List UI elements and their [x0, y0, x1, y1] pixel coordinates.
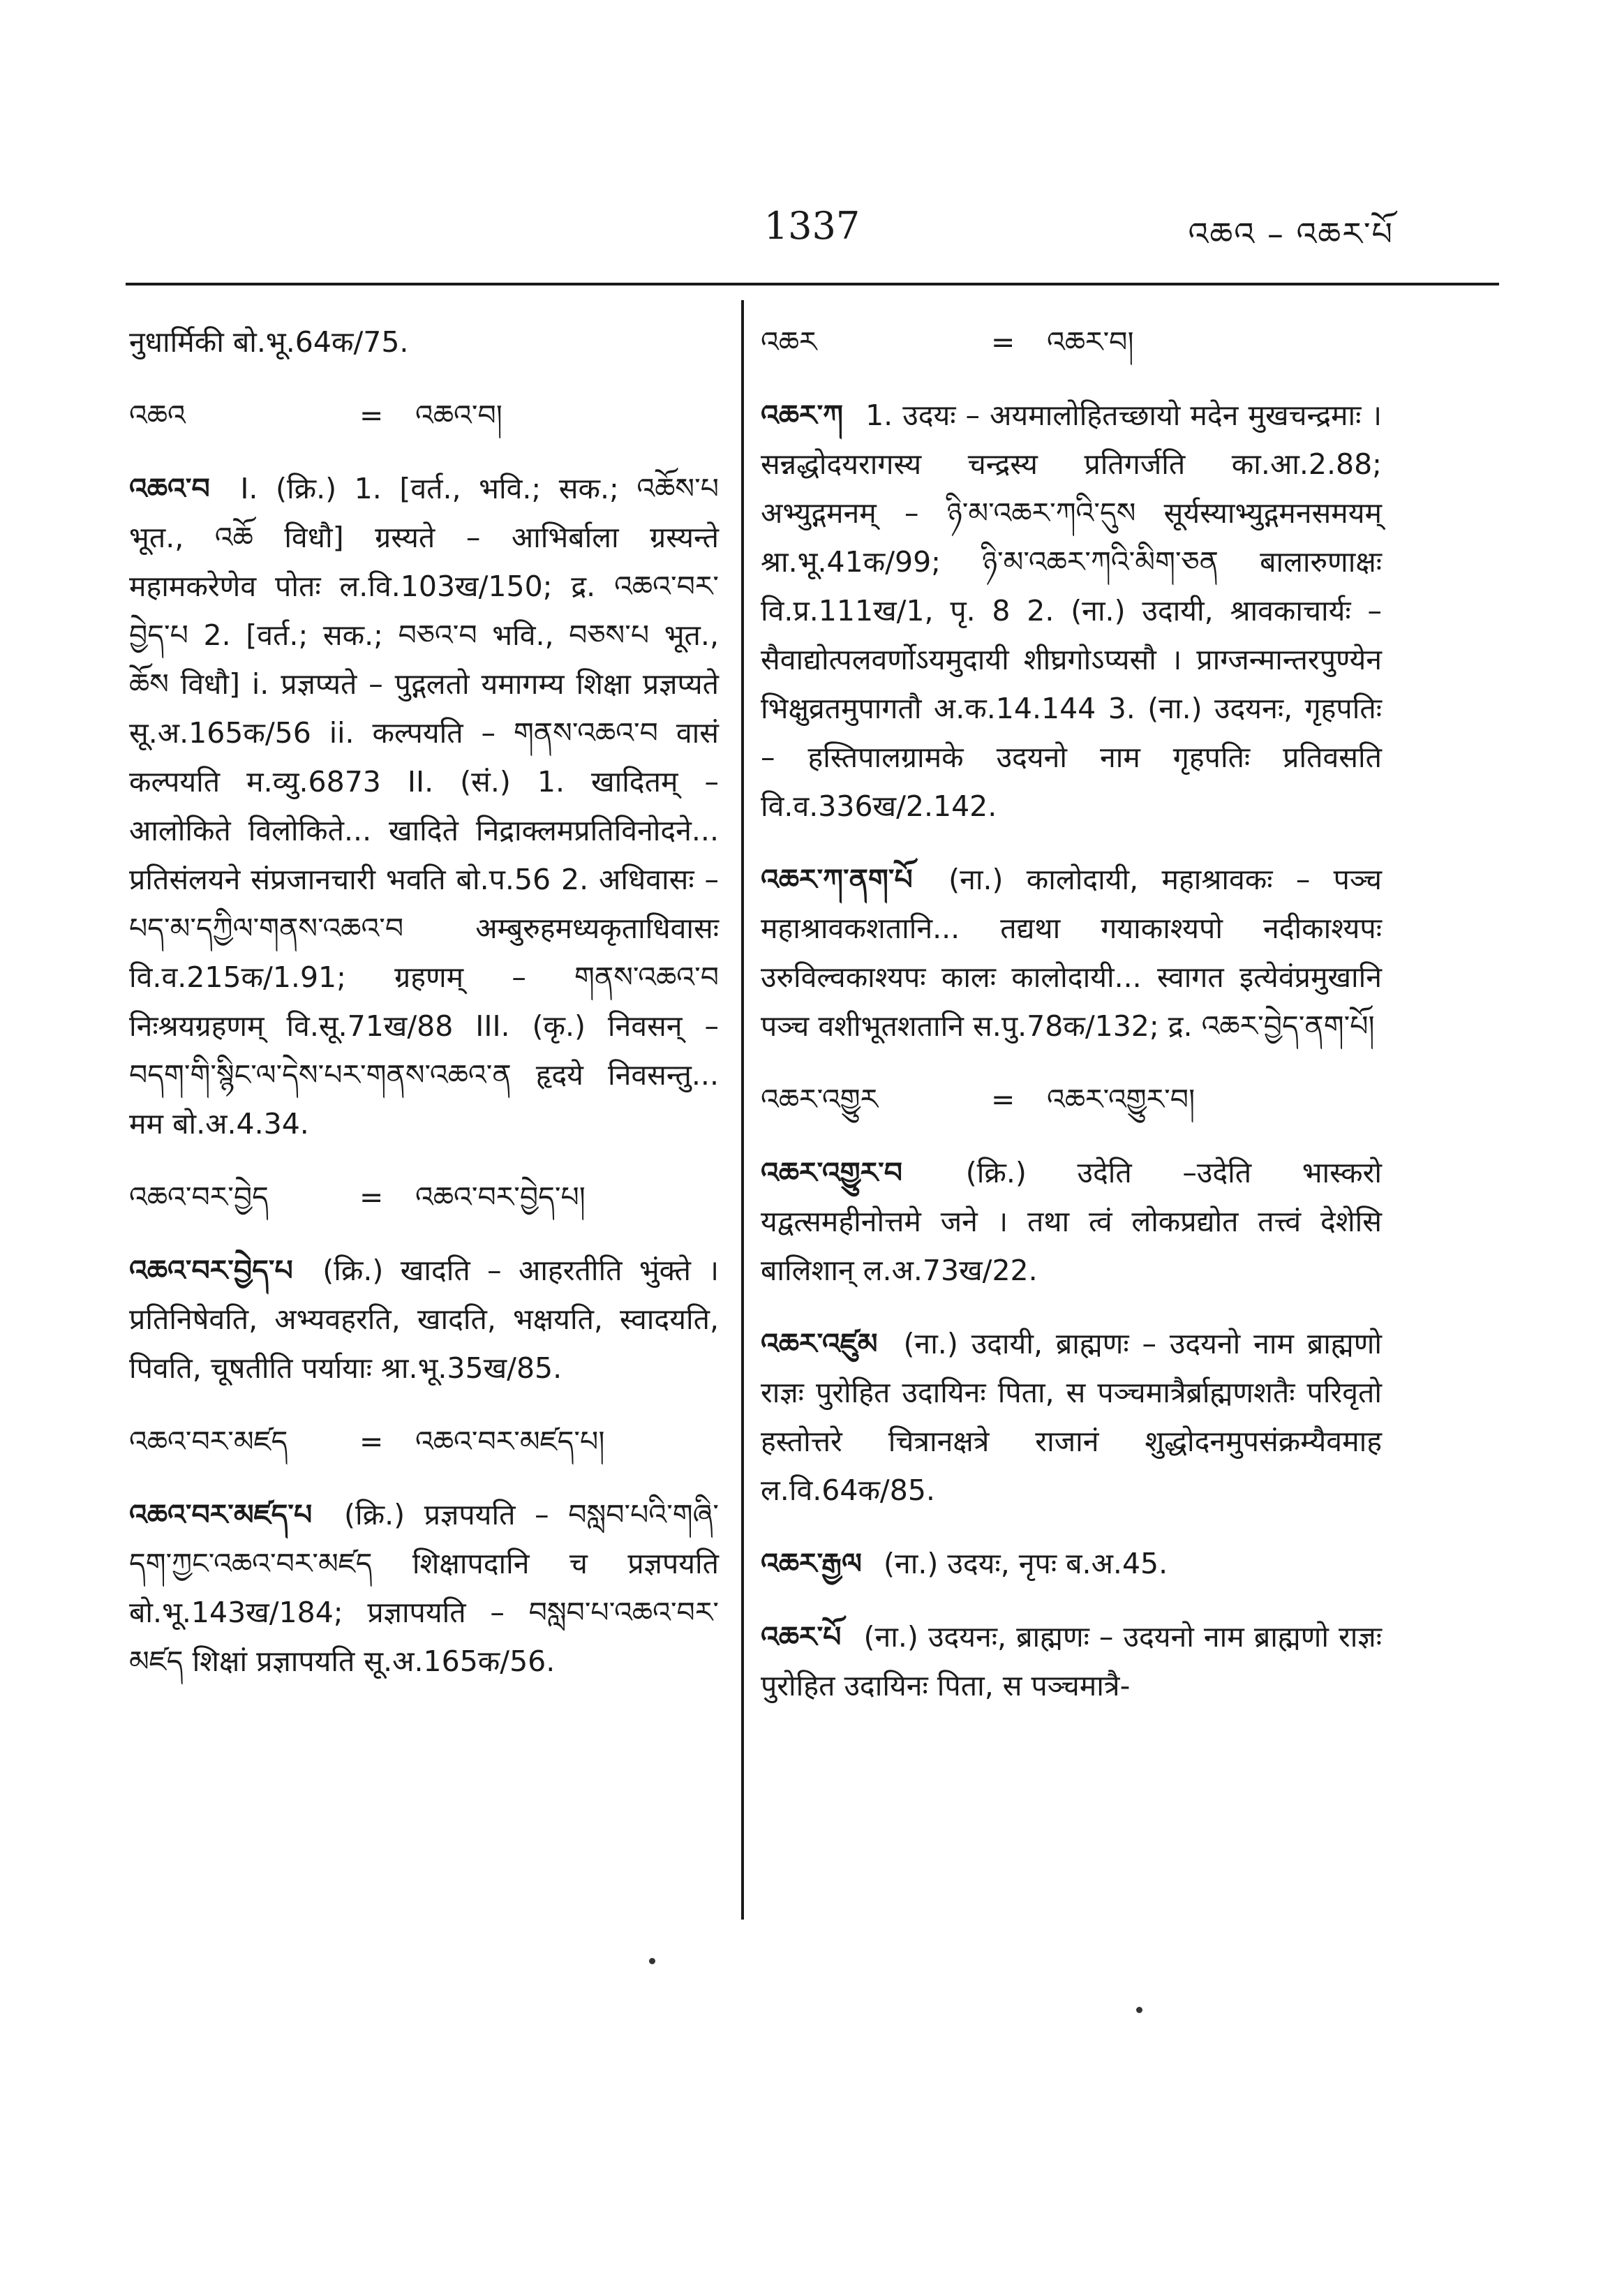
dictionary-entry-xref — [761, 1075, 1382, 1124]
entry-headword: འཆའ་བར་མཛད་པ — [129, 1498, 313, 1531]
running-head: འཆའ – འཆར་པོ — [1188, 215, 1394, 253]
header-rule — [126, 283, 1499, 285]
left-column — [129, 318, 719, 1710]
entry-headword: འཆའ་བ — [129, 472, 210, 505]
entry-definition: (क्रि.) उदेति –उदेति भास्करो यद्वत्समहीनोत्तमे जने । तथा त्वं लोकप्रद्योत तत्त्वं देशेसि बालिशान् ल.अ.73ख/22. — [761, 1156, 1382, 1287]
entry-headword: འཆའ་བར་མཛད — [129, 1425, 288, 1458]
page-number: 1337 — [763, 204, 861, 248]
dictionary-entry — [761, 1319, 1382, 1515]
dictionary-entry-xref — [761, 318, 1382, 366]
dictionary-entry — [761, 391, 1382, 831]
entry-definition: (ना.) कालोदायी, महाश्रावकः – पञ्च महाश्रावकशतानि... तद्यथा गयाकाश्यपो नदीकाश्यपः उरुविल्वकाश्यपः कालः कालोदायी... स्वागत इत्येवंप्रमुखानि पञ्च वशीभूतशतानि स.पु.78क/132; द्र. འཆར་བྱེད་ནག་པོ། — [761, 863, 1382, 1043]
dictionary-entry — [129, 1246, 719, 1393]
entry-headword: འཆར་འཛུམ — [761, 1327, 878, 1360]
entry-headword: འཆར་འགྱུར — [761, 1083, 879, 1116]
dictionary-entry — [129, 464, 719, 1148]
column-divider — [741, 300, 744, 1920]
entry-headword: འཆའ — [129, 399, 186, 432]
entry-target: འཆར་བ། — [1047, 325, 1134, 359]
dictionary-entry — [761, 1612, 1382, 1710]
entry-target: འཆའ་བ། — [415, 399, 502, 432]
entry-target: འཆར་འགྱུར་བ། — [1047, 1083, 1195, 1116]
dictionary-entry — [761, 1539, 1382, 1588]
scan-speck — [1136, 2007, 1142, 2013]
entry-definition: 1. उदयः – अयमालोहितच्छायो मदेन मुखचन्द्रमाः । सन्नद्धोदयरागस्य चन्द्रस्य प्रतिगर्जति का.आ.2.88; अभ्युद्गमनम् – ཉི་མ་འཆར་ཀའི་དུས सूर्यस्याभ्युद्गमनसमयम् श्रा.भू.41क/99; ཉི་མ་འཆར་ཀའི་མིག་ཅན बालारुणाक्षः वि.प्र.111ख/1, पृ. 8 2. (ना.) उदायी, श्रावकाचार्यः – सैवाद्योत्पलवर्णोऽयमुदायी शीघ्रगोऽप्यसौ । प्राग्जन्मान्तरपुण्येन भिक्षुव्रतमुपागतौ अ.क.14.144 3. (ना.) उदयनः, गृहपतिः – हस्तिपालग्रामके उदयनो नाम गृहपतिः प्रतिवसति वि.व.336ख/2.142. — [761, 399, 1382, 823]
entry-definition: (ना.) उदायी, ब्राह्मणः – उदयनो नाम ब्राह्मणो राज्ञः पुरोहित उदायिनः पिता, स पञ्चमात्रैर्ब्राह्मणशतैः परिवृतो हस्तोत्तरे चित्रानक्षत्रे राजानं शुद्धोदनमुपसंक्रम्यैवमाह ल.वि.64क/85. — [761, 1327, 1382, 1507]
entry-target: འཆའ་བར་མཛད་པ། — [415, 1425, 605, 1458]
entry-headword: འཆར — [761, 325, 817, 359]
entry-headword: འཆའ་བར་བྱེད་པ — [129, 1254, 293, 1287]
entry-headword: འཆའ་བར་བྱེད — [129, 1180, 269, 1214]
entry-definition: I. (क्रि.) 1. [वर्त., भवि.; सक.; འཆོས་པ भूत., འཆོ विधौ] ग्रस्यते – आभिर्बाला ग्रस्यन्ते महामकरेणेव पोतः ल.वि.103ख/150; द्र. འཆའ་བར་བྱེད་པ 2. [वर्त.; सक.; བཅའ་བ भवि., བཅས་པ भूत., ཆོས विधौ] i. प्रज्ञप्यते – पुद्गलतो यमागम्य शिक्षा प्रज्ञप्यते सू.अ.165क/56 ii. कल्पयति – གནས་འཆའ་བ वासं कल्पयति म.व्यु.6873 II. (सं.) 1. खादितम् – आलोकिते विलोकिते... खादिते निद्राक्लमप्रतिविनोदने... प्रतिसंलयने संप्रजानचारी भवति बो.प.56 2. अधिवासः – པད་མ་དཀྱིལ་གནས་འཆའ་བ अम्बुरुहमध्यकृताधिवासः वि.व.215क/1.91; ग्रहणम् – གནས་འཆའ་བ निःश्रयग्रहणम् वि.सू.71ख/88 III. (कृ.) निवसन् – བདག་གི་སྙིང་ལ་དེས་པར་གནས་འཆའ་ན हृदये निवसन्तु... मम बो.अ.4.34. — [129, 472, 719, 1141]
dictionary-entry — [761, 855, 1382, 1051]
equals-sign: = — [991, 325, 1015, 359]
entry-headword: འཆར་འགྱུར་བ — [761, 1156, 903, 1189]
entry-headword: འཆར་ཀ — [761, 399, 844, 432]
entry-target: འཆའ་བར་བྱེད་པ། — [415, 1180, 586, 1214]
entry-definition: (क्रि.) खादति – आहरतीति भुंक्ते । प्रतिनिषेवति, अभ्यवहरति, खादति, भक्षयति, स्वादयति, पिवति, चूषतीति पर्यायाः श्रा.भू.35ख/85. — [129, 1254, 719, 1385]
scan-speck — [649, 1958, 655, 1964]
continuation-text: नुधार्मिकी बो.भू.64क/75. — [129, 325, 409, 359]
entry-headword: འཆར་ཀ་ནག་པོ — [761, 863, 913, 896]
entry-headword: འཆར་རྒྱལ — [761, 1547, 862, 1580]
entry-definition: (ना.) उदयः, नृपः ब.अ.45. — [883, 1547, 1168, 1580]
entry-definition: (ना.) उदयनः, ब्राह्मणः – उदयनो नाम ब्राह्मणो राज्ञः पुरोहित उदायिनः पिता, स पञ्चमात्रै- — [761, 1620, 1382, 1702]
dictionary-entry — [129, 1490, 719, 1686]
equals-sign: = — [359, 399, 384, 432]
right-column — [761, 318, 1382, 1735]
entry-headword: འཆར་པོ — [761, 1620, 842, 1654]
dictionary-entry-xref — [129, 391, 719, 440]
equals-sign: = — [359, 1180, 384, 1214]
dictionary-entry-xref — [129, 1417, 719, 1466]
dictionary-entry — [761, 1148, 1382, 1295]
equals-sign: = — [359, 1425, 384, 1458]
dictionary-entry-xref — [129, 1173, 719, 1222]
equals-sign: = — [991, 1083, 1015, 1116]
entry-definition: (क्रि.) प्रज्ञपयति – བསླབ་པའི་གཞི་དག་ཀྱང་འཆའ་བར་མཛད शिक्षापदानि च प्रज्ञपयति बो.भू.143ख/184; प्रज्ञापयति – བསླབ་པ་འཆའ་བར་མཛད शिक्षां प्रज्ञापयति सू.अ.165क/56. — [129, 1498, 719, 1678]
